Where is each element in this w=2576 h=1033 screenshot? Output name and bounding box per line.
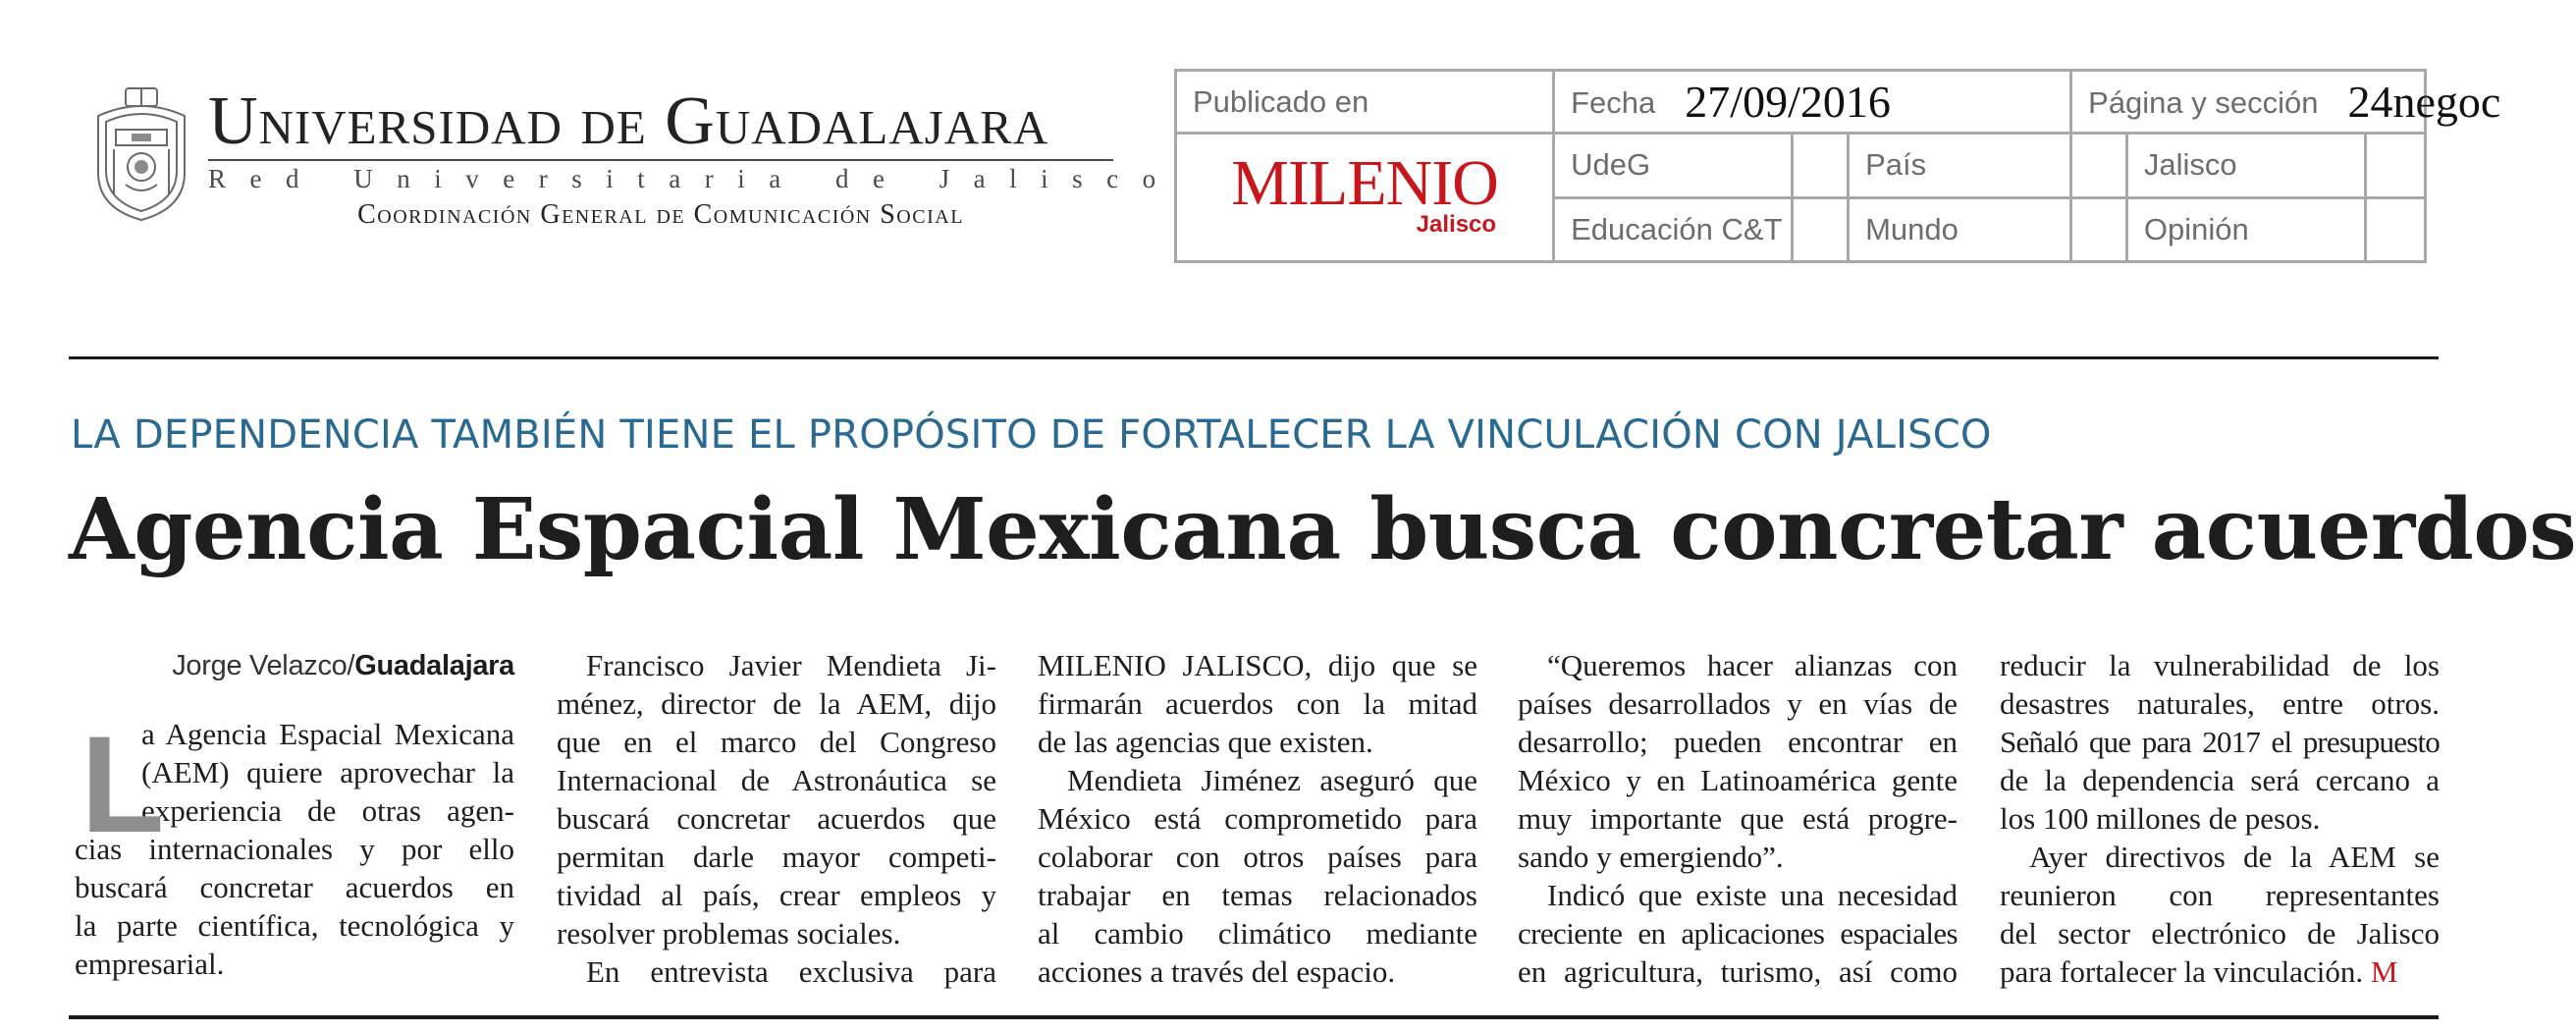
section-label-pais: País [1849,134,2071,197]
body-line: creciente en aplicaciones espaciales [1518,916,1958,951]
article-headline: Agencia Espacial Mexicana busca concretar acuerdos [69,480,2576,579]
body-line: reunieron con representantes [2000,878,2440,912]
body-line: Señaló que para 2017 el presupuesto [2000,725,2440,759]
byline-place: Guadalajara [354,650,514,681]
body-line: desastres naturales, entre otros. [2000,686,2440,721]
section-label-udeg: UdeG [1554,134,1793,197]
body-line: del sector electrónico de Jalisco [2000,916,2440,951]
article-column-1 [75,646,514,983]
published-in-label: Publicado en [1176,71,1554,134]
body-line: la parte científica, tecnológica y [75,908,514,943]
body-line: buscará concretar acuerdos que [557,801,996,836]
section-check-opinion [2366,197,2426,261]
section-label-educacion: Educación C&T [1554,197,1793,261]
body-line: muy importante que está progre- [1518,801,1958,836]
milenio-logo-edition: Jalisco [1416,211,1497,239]
university-seal-icon [86,86,196,224]
body-line: en agricultura, turismo, así como [1518,954,1958,989]
section-check-educacion [1793,197,1849,261]
body-line: firmarán acuerdos con la mitad [1038,686,1477,721]
body-line: resolver problemas sociales. [557,916,901,951]
top-divider [69,356,2439,359]
date-label: Fecha [1571,85,1656,121]
milenio-logo [1227,149,1502,238]
page-section-value: 24negoc [2347,77,2501,128]
article-column-2 [557,646,996,991]
body-line: acciones a través del espacio. [1038,954,1396,989]
section-check-jalisco [2366,134,2426,197]
body-line: trabajar en temas relacionados [1038,878,1477,912]
bottom-divider [69,1015,2439,1019]
byline [75,646,514,685]
body-line: colaborar con otros países para [1038,840,1477,874]
end-mark: M [2370,954,2398,989]
body-line: México y en Latinoamérica gente [1518,763,1958,797]
body-line: reducir la vulnerabilidad de los [2000,648,2440,682]
page-section-cell [2071,71,2501,134]
drop-cap: L [80,707,165,861]
body-line: sando y emergiendo”. [1518,840,1784,874]
body-line: En entrevista exclusiva para [586,954,996,989]
body-line: los 100 millones de pesos. [2000,801,2321,836]
body-line: MILENIO JALISCO, dijo que se [1038,648,1477,682]
body-line: desarrollo; pueden encontrar en [1518,725,1958,759]
body-line: países desarrollados y en vías de [1518,686,1958,721]
section-label-opinion: Opinión [2126,197,2365,261]
body-line: experiencia de otras agen- [141,793,514,828]
university-name-rule [208,159,1113,161]
page-section-label: Página y sección [2088,85,2319,121]
byline-author: Jorge Velazco/ [172,650,355,681]
article-column-5 [2000,646,2440,991]
body-line-text: para fortalecer la vinculación. [2000,954,2364,989]
body-line: Ayer directivos de la AEM se [2029,840,2440,874]
body-line: permitan darle mayor competi- [557,840,996,874]
body-line: Internacional de Astronáutica se [557,763,996,797]
article-kicker: LA DEPENDENCIA TAMBIÉN TIENE EL PROPÓSITO DE FORTALECER LA VINCULACIÓN CON JALISCO [71,412,1992,458]
section-check-udeg [1793,134,1849,197]
body-line: Mendieta Jiménez aseguró que [1067,763,1477,797]
body-line: México está comprometido para [1038,801,1477,836]
date-value: 27/09/2016 [1685,77,1891,128]
body-line: Indicó que existe una necesidad [1547,878,1958,912]
section-check-mundo [2071,197,2127,261]
body-line: (AEM) quiere aprovechar la [141,755,514,789]
body-line: Francisco Javier Mendieta Ji- [586,648,996,682]
body-line: empresarial. [75,947,225,981]
body-line: cias internacionales y por ello [75,832,514,866]
university-header [86,82,1180,240]
section-label-jalisco: Jalisco [2126,134,2365,197]
coordination-name: Coordinación General de Comunicación Social [357,199,964,230]
body-line: que en el marco del Congreso [557,725,996,759]
body-line: de las agencias que existen. [1038,725,1373,759]
article-column-3 [1038,646,1477,991]
body-line: buscará concretar acuerdos en [75,870,514,904]
body-line: “Queremos hacer alianzas con [1547,648,1958,682]
body-line: a Agencia Espacial Mexicana [141,717,514,751]
date-cell [1554,71,2071,134]
body-line: tividad al país, crear empleos y [557,878,996,912]
university-network: Red Universitaria de Jalisco [208,164,1180,193]
article-column-4 [1518,646,1958,991]
body-line-final [2000,952,2440,991]
university-name: Universidad de Guadalajara [208,83,1049,159]
body-line: ménez, director de la AEM, dijo [557,686,996,721]
body-line: de la dependencia será cercano a [2000,763,2440,797]
publication-info-table [1174,69,2501,263]
section-check-pais [2071,134,2127,197]
outlet-logo-cell [1176,134,1554,262]
body-line: al cambio climático mediante [1038,916,1477,951]
section-label-mundo: Mundo [1849,197,2071,261]
milenio-logo-word: MILENIO [1231,147,1498,220]
